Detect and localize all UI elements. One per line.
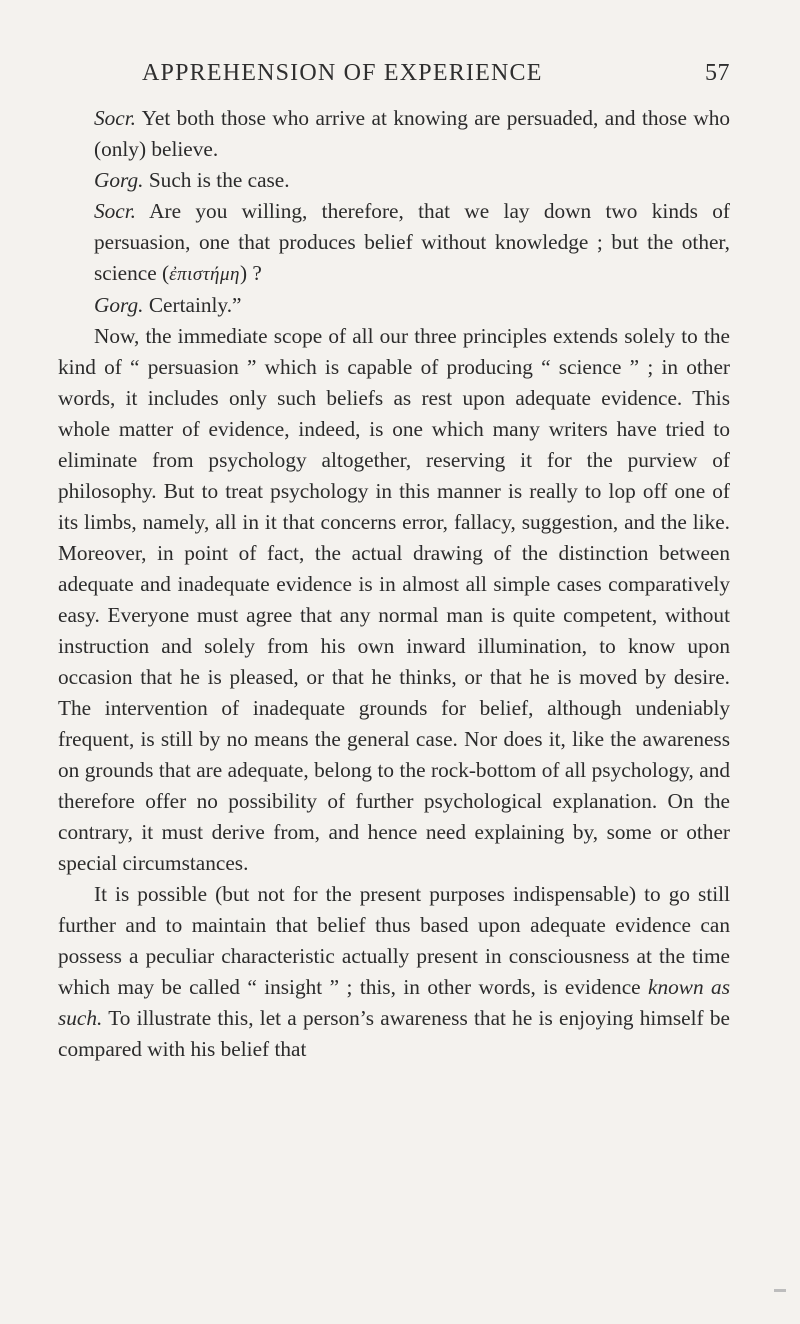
dialogue-line [58, 165, 730, 196]
paragraph-text: To illustrate this, let a person’s awareness that he is enjoying himself be compared with his belief that [58, 1006, 730, 1061]
body-text [58, 103, 730, 1065]
dialogue-line [58, 196, 730, 290]
paragraph-text: It is possible (but not for the present purposes indispensable) to go still further and to maintain that belief thus based upon adequate evidence can possess a peculiar characteristic actually present in consciousness at the time which may be called “ insight ” ; this, in other words, is evidence [58, 882, 730, 999]
dialogue-text: Yet both those who arrive at knowing are persuaded, and those who (only) believe. [94, 106, 730, 161]
emphasis: known as such. [58, 975, 730, 1030]
greek-word: ἐπιστήμη [169, 264, 240, 285]
paragraph [58, 879, 730, 1065]
running-head [58, 60, 730, 87]
page-number: 57 [705, 60, 730, 86]
dialogue-line [58, 290, 730, 321]
dialogue-text: Are you willing, therefore, that we lay down two kinds of persuasion, one that produces belief without knowledge ; but the other, science ( [94, 199, 730, 285]
edge-mark [774, 1289, 786, 1292]
paragraph: Now, the immediate scope of all our three principles extends solely to the kind of “ persuasion ” which is capable of producing “ science ” ; in other words, it includes only such beliefs as rest upon adequate evidence. This whole matter of evidence, indeed, is one which many writers have tried to eliminate from psychology altogether, reserving it for the purview of philosophy. But to treat psychology in this manner is really to lop off one of its limbs, namely, all in it that concerns error, fallacy, suggestion, and the like. Moreover, in point of fact, the actual drawing of the distinction between adequate and inadequate evidence is in almost all simple cases comparatively easy. Everyone must agree that any normal man is quite competent, without instruction and solely from his own inward illumination, to know upon occasion that he is pleased, or that he thinks, or that he is moved by desire. The intervention of inadequate grounds for belief, although undeniably frequent, is still by no means the general case. Nor does it, like the awareness on grounds that are adequate, belong to the rock-bottom of all psychology, and therefore offer no possibility of further psychological explanation. On the contrary, it must derive from, and hence need explaining by, some or other special circumstances. [58, 324, 730, 875]
speaker: Socr. [94, 199, 137, 223]
page [58, 60, 730, 1065]
dialogue-line [58, 103, 730, 165]
speaker: Socr. [94, 106, 137, 130]
dialogue-text: Certainly.” [143, 293, 242, 317]
dialogue-text: ) ? [239, 261, 262, 285]
running-title: APPREHENSION OF EXPERIENCE [142, 60, 543, 86]
speaker: Gorg. [94, 168, 144, 192]
dialogue-text: Such is the case. [143, 168, 290, 192]
speaker: Gorg. [94, 293, 144, 317]
